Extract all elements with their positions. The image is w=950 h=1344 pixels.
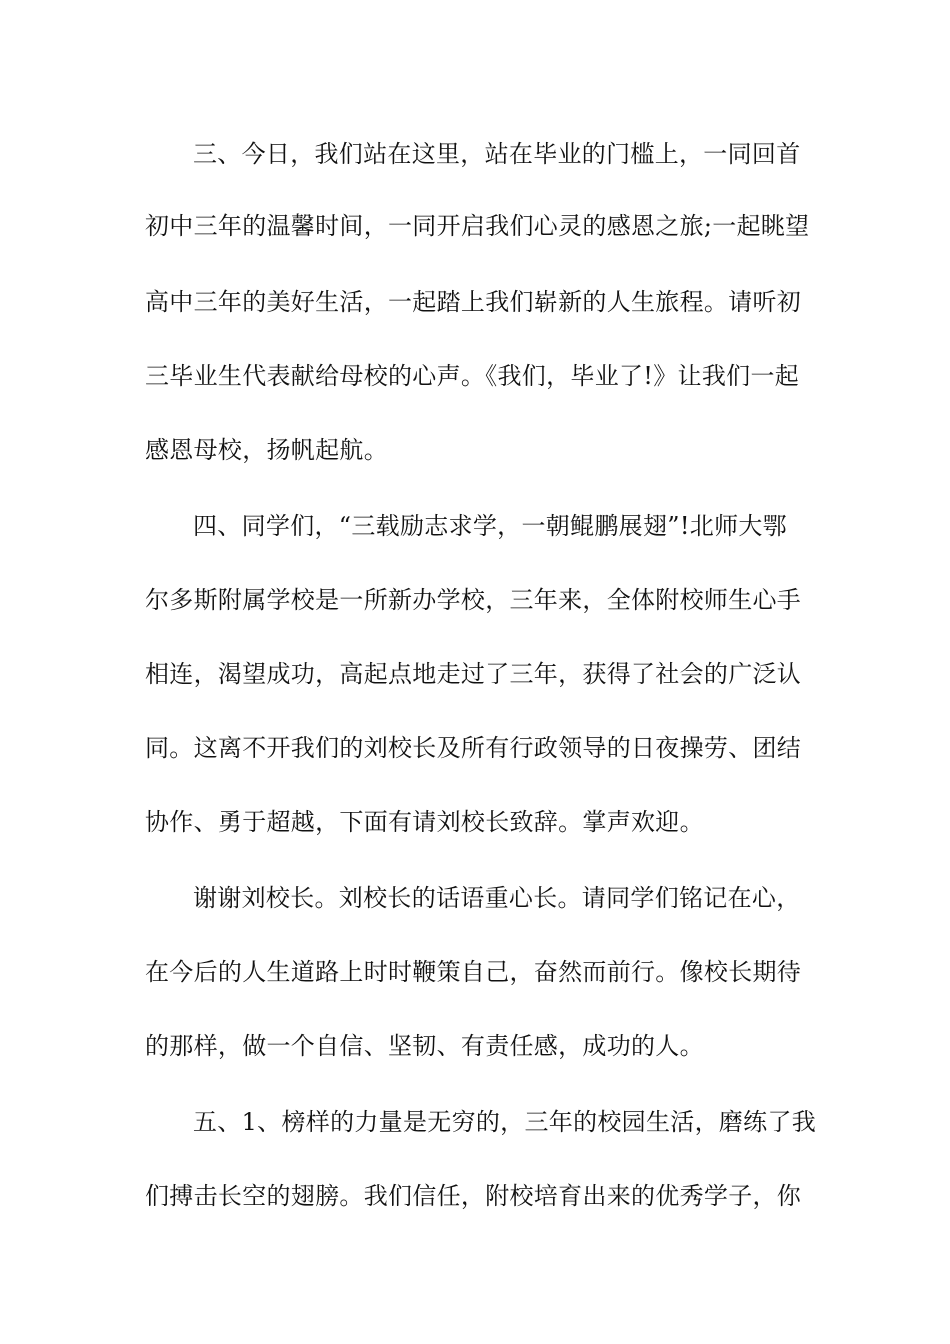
paragraph-line: 在今后的人生道路上时时鞭策自己，奋然而前行。像校长期待 <box>145 958 802 986</box>
paragraph-line: 四、同学们，“三载励志求学，一朝鲲鹏展翅”!北师大鄂 <box>193 512 787 540</box>
paragraph-line: 相连，渴望成功，高起点地走过了三年，获得了社会的广泛认 <box>145 660 802 688</box>
paragraph-line: 的那样，做一个自信、坚韧、有责任感，成功的人。 <box>145 1032 704 1060</box>
paragraph-line: 初中三年的温馨时间，一同开启我们心灵的感恩之旅;一起眺望 <box>145 212 810 240</box>
paragraph-line: 三、今日，我们站在这里，站在毕业的门槛上，一同回首 <box>193 140 801 168</box>
paragraph-line: 协作、勇于超越，下面有请刘校长致辞。掌声欢迎。 <box>145 808 704 836</box>
paragraph-line: 感恩母校，扬帆起航。 <box>145 436 388 464</box>
paragraph-line: 五、1、榜样的力量是无穷的，三年的校园生活，磨练了我 <box>193 1108 817 1136</box>
paragraph-line: 高中三年的美好生活，一起踏上我们崭新的人生旅程。请听初 <box>145 288 802 316</box>
paragraph-line: 同。这离不开我们的刘校长及所有行政领导的日夜操劳、团结 <box>145 734 802 762</box>
paragraph-line: 尔多斯附属学校是一所新办学校，三年来，全体附校师生心手 <box>145 586 802 614</box>
paragraph-line: 三毕业生代表献给母校的心声。《我们，毕业了!》让我们一起 <box>145 362 800 390</box>
paragraph-line: 们搏击长空的翅膀。我们信任，附校培育出来的优秀学子，你 <box>145 1182 802 1210</box>
paragraph-line: 谢谢刘校长。刘校长的话语重心长。请同学们铭记在心， <box>193 884 801 912</box>
